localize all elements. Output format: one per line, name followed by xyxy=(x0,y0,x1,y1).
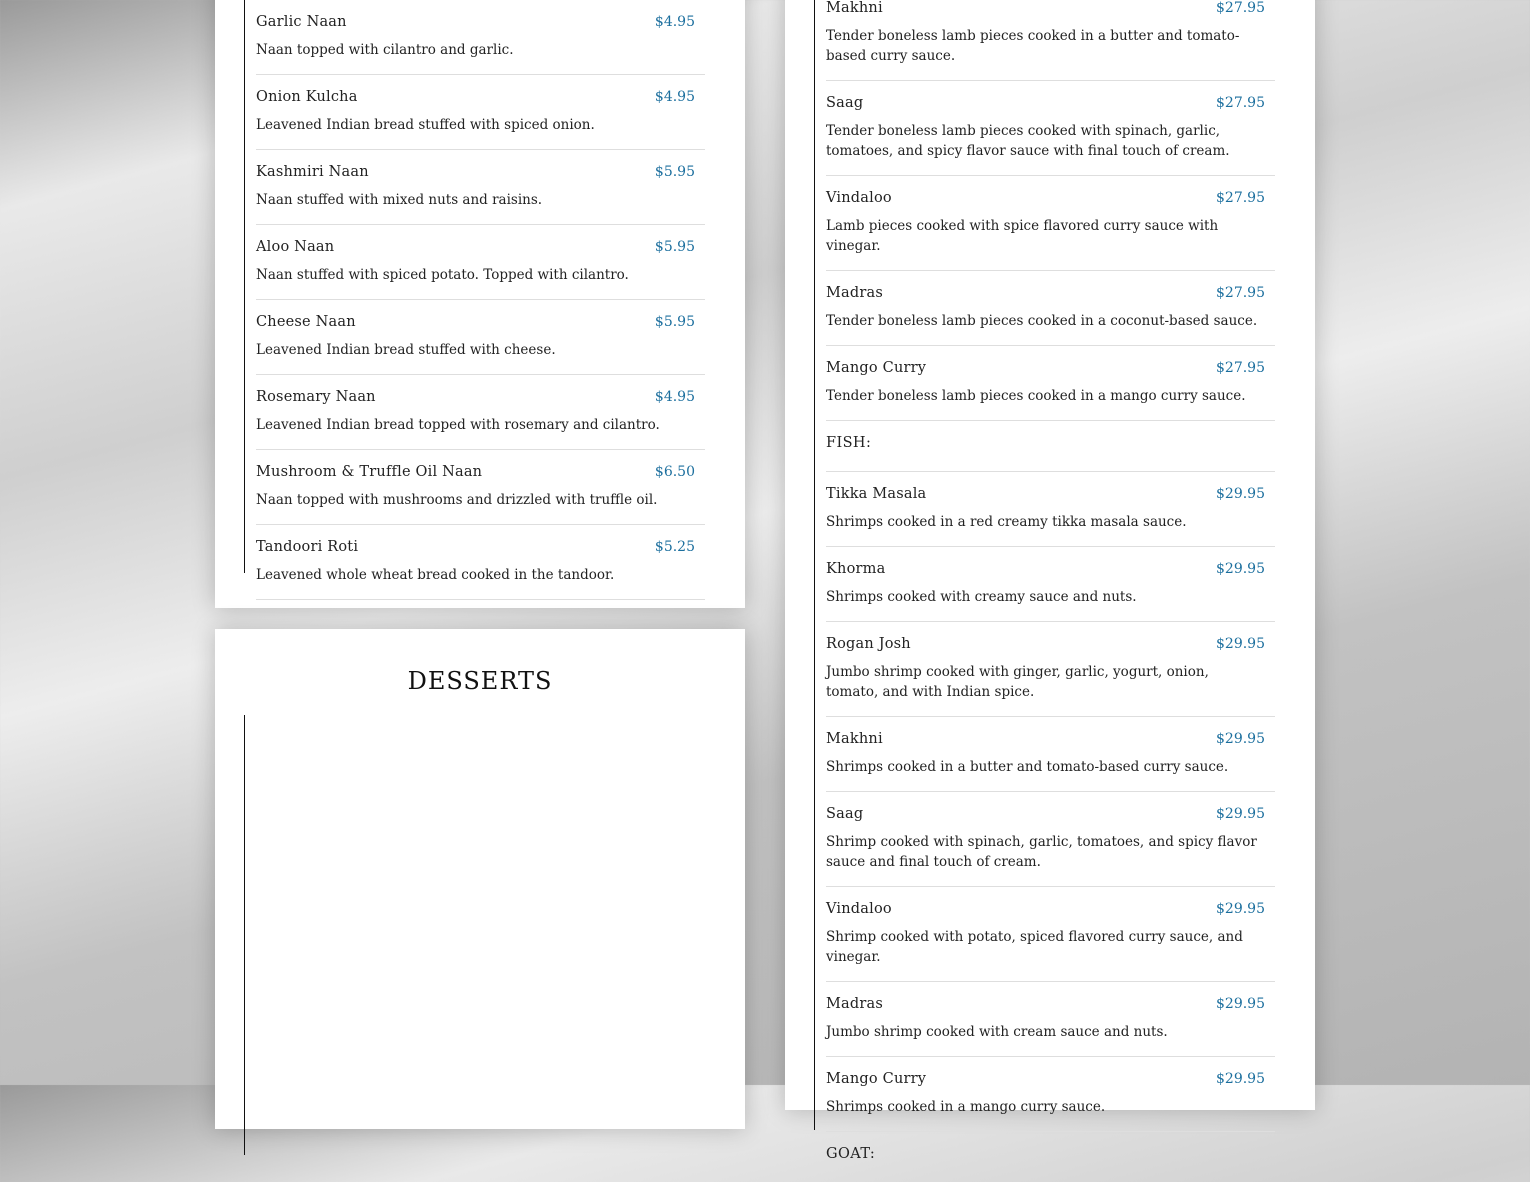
menu-item-price: $27.95 xyxy=(1216,190,1265,206)
menu-item-name: Garlic Naan xyxy=(256,14,347,30)
menu-item xyxy=(826,472,1275,547)
menu-item-description: Shrimps cooked in a mango curry sauce. xyxy=(826,1099,1106,1115)
menu-item xyxy=(826,1057,1275,1132)
menu-item xyxy=(826,792,1275,887)
menu-item-description: Leavened Indian bread stuffed with spiced onion. xyxy=(256,117,595,133)
menu-item-name: Saag xyxy=(826,806,864,822)
menu-item-description: Jumbo shrimp cooked with cream sauce and nuts. xyxy=(826,1024,1168,1040)
menu-item xyxy=(826,271,1275,346)
menu-item-name: Mango Curry xyxy=(826,360,927,376)
menu-item xyxy=(826,982,1275,1057)
menu-item-name: Tandoori Roti xyxy=(256,539,359,555)
menu-item xyxy=(826,887,1275,982)
category-heading-fish: FISH: xyxy=(826,421,1275,472)
menu-item-name: Madras xyxy=(826,285,883,301)
menu-item-description: Shrimps cooked with creamy sauce and nuts. xyxy=(826,589,1137,605)
lamb-fish-list xyxy=(826,0,1275,1182)
menu-item-description: Shrimp cooked with spinach, garlic, tomatoes, and spicy flavor sauce and final touch of cream. xyxy=(826,834,1257,870)
menu-item xyxy=(826,717,1275,792)
menu-item-price: $5.95 xyxy=(654,164,695,180)
menu-item-price: $5.95 xyxy=(654,314,695,330)
menu-item-description: Tender boneless lamb pieces cooked in a coconut-based sauce. xyxy=(826,313,1258,329)
menu-item-description: Tender boneless lamb pieces cooked in a butter and tomato-based curry sauce. xyxy=(826,28,1240,64)
menu-item xyxy=(256,525,705,600)
menu-item xyxy=(826,346,1275,421)
menu-item-price: $29.95 xyxy=(1216,486,1265,502)
menu-item-price: $5.95 xyxy=(654,239,695,255)
category-heading-goat: GOAT: xyxy=(826,1146,876,1162)
menu-item-description: Lamb pieces cooked with spice flavored curry sauce with vinegar. xyxy=(826,218,1219,254)
menu-item-name: Khorma xyxy=(826,561,886,577)
menu-item-price: $27.95 xyxy=(1216,0,1265,16)
menu-item xyxy=(826,176,1275,271)
menu-item-description: Leavened Indian bread stuffed with cheese. xyxy=(256,342,556,358)
menu-item-description: Jumbo shrimp cooked with ginger, garlic, yogurt, onion, tomato, and with Indian spice. xyxy=(826,664,1209,700)
menu-item-price: $6.50 xyxy=(654,464,695,480)
menu-item-price: $29.95 xyxy=(1216,561,1265,577)
menu-item-description: Tender boneless lamb pieces cooked in a mango curry sauce. xyxy=(826,388,1246,404)
menu-item-description: Leavened whole wheat bread cooked in the tandoor. xyxy=(256,567,615,583)
menu-item-name: Saag xyxy=(826,95,864,111)
menu-item-name: Vindaloo xyxy=(826,190,892,206)
menu-item-price: $4.95 xyxy=(654,389,695,405)
menu-item-name: Onion Kulcha xyxy=(256,89,358,105)
menu-item-price: $27.95 xyxy=(1216,95,1265,111)
menu-item xyxy=(826,622,1275,717)
menu-item xyxy=(256,150,705,225)
menu-item xyxy=(826,547,1275,622)
menu-item xyxy=(826,0,1275,81)
desserts-panel xyxy=(215,629,745,1129)
menu-item-description: Leavened Indian bread topped with rosemary and cilantro. xyxy=(256,417,660,433)
menu-item-name: Rogan Josh xyxy=(826,636,911,652)
menu-item xyxy=(826,81,1275,176)
breads-panel xyxy=(215,0,745,608)
lamb-fish-panel xyxy=(785,0,1315,1162)
menu-item-price: $4.95 xyxy=(654,89,695,105)
section-divider-line xyxy=(814,0,815,1130)
menu-item-name: Rosemary Naan xyxy=(256,389,376,405)
menu-item-description: Naan topped with mushrooms and drizzled with truffle oil. xyxy=(256,492,658,508)
menu-item-description: Naan stuffed with mixed nuts and raisins. xyxy=(256,192,543,208)
menu-item-name: Tikka Masala xyxy=(826,486,927,502)
section-title: DESSERTS xyxy=(407,667,553,695)
menu-item-price: $29.95 xyxy=(1216,901,1265,917)
menu-item-price: $27.95 xyxy=(1216,360,1265,376)
menu-item xyxy=(256,225,705,300)
menu-item-name: Vindaloo xyxy=(826,901,892,917)
menu-item-price: $27.95 xyxy=(1216,285,1265,301)
menu-item-price: $29.95 xyxy=(1216,1071,1265,1087)
menu-item-price: $4.95 xyxy=(654,14,695,30)
menu-item xyxy=(256,300,705,375)
menu-item-name: Kashmiri Naan xyxy=(256,164,369,180)
menu-item-price: $5.25 xyxy=(654,539,695,555)
menu-item-description: Shrimps cooked in a red creamy tikka masala sauce. xyxy=(826,514,1187,530)
section-divider-line xyxy=(244,0,245,573)
menu-item xyxy=(256,75,705,150)
menu-item-price: $29.95 xyxy=(1216,731,1265,747)
menu-item-name: Mango Curry xyxy=(826,1071,927,1087)
menu-item-description: Naan stuffed with spiced potato. Topped with cilantro. xyxy=(256,267,629,283)
menu-item xyxy=(256,0,705,75)
menu-item-price: $29.95 xyxy=(1216,996,1265,1012)
menu-item-description: Shrimps cooked in a butter and tomato-based curry sauce. xyxy=(826,759,1229,775)
menu-item-name: Makhni xyxy=(826,731,883,747)
menu-item-description: Shrimp cooked with potato, spiced flavored curry sauce, and vinegar. xyxy=(826,929,1243,965)
menu-item-name: Aloo Naan xyxy=(256,239,335,255)
menu-item xyxy=(256,375,705,450)
menu-item-name: Makhni xyxy=(826,0,883,16)
menu-item-description: Tender boneless lamb pieces cooked with spinach, garlic, tomatoes, and spicy flavor sauce with final touch of cream. xyxy=(826,123,1230,159)
menu-item xyxy=(256,450,705,525)
menu-item-name: Mushroom & Truffle Oil Naan xyxy=(256,464,483,480)
menu-item-name: Cheese Naan xyxy=(256,314,356,330)
section-divider-line xyxy=(244,715,245,1155)
menu-item-name: Madras xyxy=(826,996,883,1012)
menu-item-description: Naan topped with cilantro and garlic. xyxy=(256,42,514,58)
menu-item-price: $29.95 xyxy=(1216,806,1265,822)
menu-item-price: $29.95 xyxy=(1216,636,1265,652)
breads-list xyxy=(256,0,705,600)
